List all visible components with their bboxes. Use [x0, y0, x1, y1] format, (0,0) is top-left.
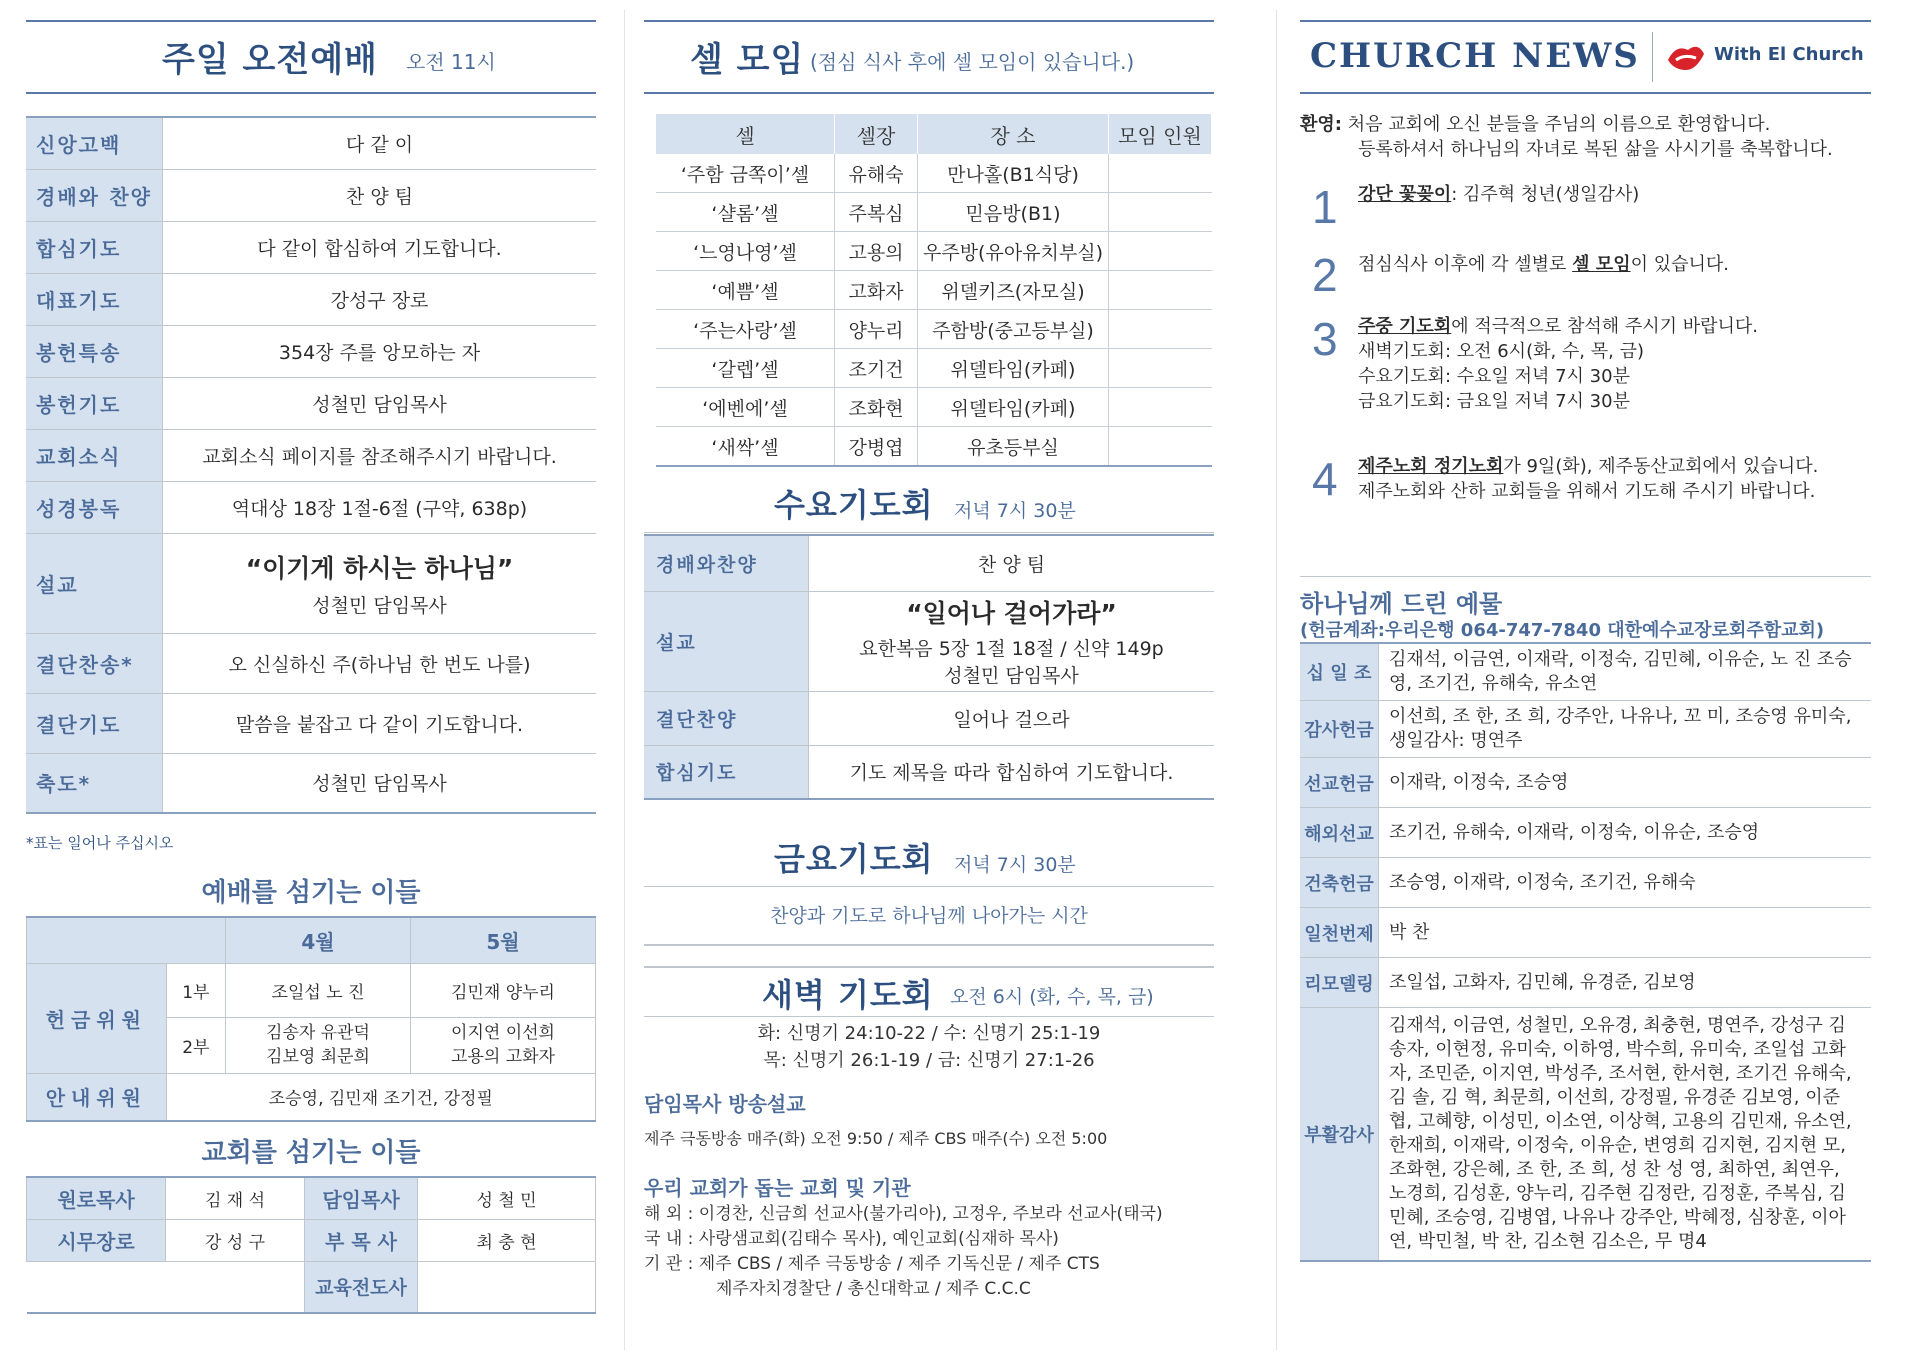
news-title: CHURCH NEWS — [1310, 36, 1640, 76]
order-value: 역대상 18장 1절-6절 (구약, 638p) — [163, 481, 597, 533]
order-row — [26, 169, 596, 221]
p2-april-line: 김송자 유관덕 — [266, 1023, 370, 1043]
servers-title: 예배를 섬기는 이들 — [201, 878, 421, 908]
wed-sermon-preacher: 성철민 담임목사 — [944, 665, 1079, 687]
order-value: 오 신실하신 주(하나님 한 번도 나를) — [163, 633, 597, 693]
cell-leader: 조기건 — [835, 349, 918, 388]
wed-label: 결단찬양 — [644, 691, 809, 745]
table-row — [656, 349, 1212, 388]
wednesday-table — [644, 534, 1214, 800]
sermon-row — [26, 533, 596, 633]
wednesday-title: 수요기도회 — [774, 486, 934, 524]
cell-col-header: 셀장 — [835, 114, 918, 154]
wed-label: 경배와찬양 — [644, 535, 809, 591]
news-highlight: 제주노회 정기노회 — [1358, 456, 1504, 477]
news-number: 1 — [1312, 181, 1338, 233]
staff-label: 시무장로 — [27, 1219, 166, 1261]
order-row — [26, 117, 596, 169]
offering-label: 리모델링 — [1300, 958, 1379, 1008]
welcome-label: 환영: — [1300, 114, 1342, 135]
staff-title: 교회를 섬기는 이들 — [201, 1138, 421, 1168]
support-line: 기 관 : 제주 CBS / 제주 극동방송 / 제주 기독신문 / 제주 CTS — [644, 1254, 1100, 1274]
support-line: 제주자치경찰단 / 총신대학교 / 제주 C.C.C — [716, 1279, 1031, 1299]
offering-value: 이재락, 이정숙, 조승영 — [1379, 758, 1872, 808]
order-label: 신앙고백 — [26, 117, 163, 169]
offering-value: 이선희, 조 한, 조 희, 강주안, 나유나, 꼬 미, 조승영 유미숙, 생일감사: 명연주 — [1379, 701, 1872, 758]
order-row — [26, 753, 596, 813]
news-line: 수요기도회: 수요일 저녁 7시 30분 — [1358, 366, 1630, 387]
cell-place: 유초등부실 — [918, 427, 1109, 467]
friday-time: 저녁 7시 30분 — [954, 854, 1076, 876]
order-row — [26, 481, 596, 533]
dawn-header — [644, 966, 1214, 1017]
sunday-column — [26, 0, 596, 1357]
news-text: 에 적극적으로 참석해 주시기 바랍니다. — [1451, 316, 1759, 337]
cell-header — [644, 20, 1214, 94]
cell-leader: 유해숙 — [835, 154, 918, 193]
order-label: 봉헌기도 — [26, 377, 163, 429]
support-line: 해 외 : 이경찬, 신금희 선교사(불가리아), 고정우, 주보라 선교사(태국) — [644, 1204, 1163, 1224]
news-highlight: 셀 모임 — [1572, 254, 1631, 275]
offering-label: 해외선교 — [1300, 808, 1379, 858]
order-value: 다 같이 합심하여 기도합니다. — [163, 221, 597, 273]
usher-value: 조승영, 김민재 조기건, 강정필 — [166, 1073, 595, 1121]
column-divider — [624, 10, 625, 1350]
cell-leader: 강병엽 — [835, 427, 918, 467]
staff-empty — [166, 1261, 305, 1313]
column-divider — [1276, 10, 1277, 1350]
table-row — [656, 193, 1212, 232]
news-text: 점심식사 이후에 각 셀별로 — [1358, 254, 1573, 275]
dawn-title: 새벽 기도회 — [762, 976, 934, 1014]
church-logo-icon — [1666, 40, 1706, 74]
dawn-line: 목: 신명기 26:1-19 / 금: 신명기 27:1-26 — [763, 1050, 1095, 1071]
news-text: : 김주혁 청년(생일감사) — [1451, 184, 1640, 205]
cell-count — [1109, 349, 1212, 388]
offering-value: 조승영, 이재락, 이정숙, 조기건, 유해숙 — [1379, 858, 1872, 908]
sermon-preacher: 성철민 담임목사 — [312, 594, 447, 617]
table-row — [656, 232, 1212, 271]
order-label: 축도* — [26, 753, 163, 813]
month-4: 4월 — [226, 917, 411, 963]
servers-corner — [27, 917, 226, 963]
cell-col-header: 모임 인원 — [1109, 114, 1212, 154]
offering-label: 일천번제 — [1300, 908, 1379, 958]
staff-label: 부 목 사 — [305, 1219, 418, 1261]
month-5: 5월 — [411, 917, 596, 963]
order-row — [26, 377, 596, 429]
wed-value: 찬 양 팀 — [809, 535, 1215, 591]
news-number: 2 — [1312, 249, 1338, 301]
cell-place: 만나홀(B1식당) — [918, 154, 1109, 193]
cell-count — [1109, 193, 1212, 232]
p1-april: 조일섭 노 진 — [226, 963, 411, 1017]
support-title: 우리 교회가 돕는 교회 및 기관 — [644, 1176, 911, 1200]
offerings-title: 하나님께 드린 예물 — [1300, 590, 1503, 618]
support-line: 국 내 : 사랑샘교회(김태수 목사), 예인교회(심재하 목사) — [644, 1229, 1059, 1249]
staff-name: 성 철 민 — [418, 1177, 596, 1219]
staff-label: 교육전도사 — [305, 1261, 418, 1313]
staff-name: 김 재 석 — [166, 1177, 305, 1219]
standing-note: *표는 일어나 주십시오 — [26, 834, 174, 852]
order-value: 성철민 담임목사 — [163, 753, 597, 813]
friday-title: 금요기도회 — [774, 840, 934, 878]
wed-sermon-cell — [809, 591, 1215, 691]
friday-desc: 찬양과 기도로 하나님께 나아가는 시간 — [644, 888, 1214, 946]
offerings-table — [1300, 642, 1871, 1262]
offering-value: 박 찬 — [1379, 908, 1872, 958]
order-label: 결단찬송* — [26, 633, 163, 693]
cell-name: ‘느영나영’셀 — [656, 232, 835, 271]
sunday-time: 오전 11시 — [406, 50, 496, 74]
news-number: 3 — [1312, 313, 1338, 365]
cell-leader: 양누리 — [835, 310, 918, 349]
order-label: 봉헌특송 — [26, 325, 163, 377]
cell-title: 셀 모임 — [690, 40, 805, 80]
table-row — [656, 271, 1212, 310]
wed-sermon-label: 설교 — [644, 591, 809, 691]
news-column — [1300, 0, 1871, 1357]
news-item-1 — [1358, 182, 1639, 207]
cell-subtitle: (점심 식사 후에 셀 모임이 있습니다.) — [810, 50, 1135, 74]
staff-name — [418, 1261, 596, 1313]
cell-name: ‘새싹’셀 — [656, 427, 835, 467]
cell-place: 위델타임(카페) — [918, 388, 1109, 427]
wed-value: 일어나 걸으라 — [809, 691, 1215, 745]
order-label: 경배와 찬양 — [26, 169, 163, 221]
staff-label: 담임목사 — [305, 1177, 418, 1219]
cell-count — [1109, 271, 1212, 310]
cell-name: ‘예쁨’셀 — [656, 271, 835, 310]
news-line: 금요기도회: 금요일 저녁 7시 30분 — [1358, 391, 1630, 412]
cell-count — [1109, 154, 1212, 193]
welcome-block — [1300, 112, 1833, 162]
offering-value: 조일섭, 고화자, 김민혜, 유경준, 김보영 — [1379, 958, 1872, 1008]
dawn-line: 화: 신명기 24:10-22 / 수: 신명기 25:1-19 — [757, 1023, 1101, 1044]
cell-column — [644, 0, 1214, 1357]
order-label: 대표기도 — [26, 273, 163, 325]
part-2: 2부 — [166, 1017, 225, 1073]
dawn-schedule — [644, 1020, 1214, 1074]
support-list — [644, 1202, 1163, 1302]
cell-table — [656, 114, 1212, 467]
order-label: 합심기도 — [26, 221, 163, 273]
news-text: 가 9일(화), 제주동산교회에서 있습니다. — [1503, 456, 1819, 477]
cell-name: ‘샬롬’셀 — [656, 193, 835, 232]
sermon-cell — [163, 533, 597, 633]
p2-april-line: 김보영 최문희 — [266, 1047, 370, 1067]
order-value: 말씀을 붙잡고 다 같이 기도합니다. — [163, 693, 597, 753]
order-value: 다 같 이 — [163, 117, 597, 169]
order-row — [26, 221, 596, 273]
p2-april — [226, 1017, 411, 1073]
news-line: 제주노회와 산하 교회들을 위해서 기도해 주시기 바랍니다. — [1358, 481, 1816, 502]
cell-leader: 주복심 — [835, 193, 918, 232]
broadcast-text: 제주 극동방송 매주(화) 오전 9:50 / 제주 CBS 매주(수) 오전 5:00 — [644, 1129, 1108, 1148]
welcome-line: 처음 교회에 오신 분들을 주님의 이름으로 환영합니다. — [1347, 114, 1771, 135]
order-row — [26, 325, 596, 377]
table-row — [656, 388, 1212, 427]
order-value: 찬 양 팀 — [163, 169, 597, 221]
staff-label: 원로목사 — [27, 1177, 166, 1219]
cell-place: 위델타임(카페) — [918, 349, 1109, 388]
offerings-account: (헌금계좌:우리은행 064-747-7840 대한예수교장로회주함교회) — [1300, 620, 1825, 641]
p2-may-line: 이지연 이선희 — [451, 1023, 555, 1043]
cell-place: 주함방(중고등부실) — [918, 310, 1109, 349]
wed-value: 기도 제목을 따라 합심하여 기도합니다. — [809, 745, 1215, 799]
table-row — [656, 310, 1212, 349]
wed-sermon-title: “일어나 걸어가라” — [906, 599, 1117, 628]
cell-place: 우주방(유아유치부실) — [918, 232, 1109, 271]
wednesday-header — [644, 474, 1214, 533]
offering-value: 김재석, 이금연, 성철민, 오유경, 최충현, 명연주, 강성구 김송자, 이현정, 유미숙, 이하영, 박수희, 유미숙, 조일섭 고화자, 조민준, 이지연, 박성주, 조서현, 한서현, 조기건 유해숙, 김 솔, 김 혁, 최문희, 이선희, 강정필, 유경준 김보영, 이준협, 고혜향, 이성민, 이소연, 이상혁, 고용의 김민재, 유소연, 한재희, 이재락, 이정숙, 이유순, 변영희 김지현, 김지현 모, 조화현, 강은혜, 조 한, 조 희, 성 찬 성 영, 최하연, 최연우, 노경희, 김성훈, 양누리, 김주현 김정란, 김정훈, 주복심, 김민혜, 조승영, 김병엽, 나유나 강주안, 박혜정, 심창훈, 이아연, 박민철, 박 찬, 김소현 김소은, 무 명4 — [1379, 1008, 1872, 1262]
news-item-2 — [1358, 252, 1729, 277]
cell-leader: 고화자 — [835, 271, 918, 310]
staff-name: 강 성 구 — [166, 1219, 305, 1261]
order-row — [26, 633, 596, 693]
cell-col-header: 셀 — [656, 114, 835, 154]
order-row — [26, 693, 596, 753]
order-label: 성경봉독 — [26, 481, 163, 533]
offering-value: 김재석, 이금연, 이재락, 이정숙, 김민혜, 이유순, 노 진 조승영, 조기건, 유해숙, 유소연 — [1379, 643, 1872, 701]
sunday-title: 주일 오전예배 — [162, 40, 378, 80]
news-item-3 — [1358, 314, 1758, 414]
news-header — [1300, 20, 1871, 94]
offering-label: 건축헌금 — [1300, 858, 1379, 908]
table-row — [656, 427, 1212, 467]
broadcast-title: 담임목사 방송설교 — [644, 1092, 806, 1116]
offering-label: 십 일 조 — [1300, 643, 1379, 701]
church-logo-text: With El Church — [1714, 44, 1864, 65]
cell-count — [1109, 388, 1212, 427]
staff-name: 최 충 현 — [418, 1219, 596, 1261]
order-label: 교회소식 — [26, 429, 163, 481]
order-value: 교회소식 페이지를 참조해주시기 바랍니다. — [163, 429, 597, 481]
wednesday-time: 저녁 7시 30분 — [954, 500, 1076, 522]
part-1: 1부 — [166, 963, 225, 1017]
cell-name: ‘갈렙’셀 — [656, 349, 835, 388]
news-highlight: 주중 기도회 — [1358, 316, 1452, 337]
cell-name: ‘에벤에’셀 — [656, 388, 835, 427]
order-label: 결단기도 — [26, 693, 163, 753]
friday-header — [644, 828, 1214, 887]
cell-count — [1109, 427, 1212, 467]
wed-sermon-text: 요한복음 5장 1절 18절 / 신약 149p — [859, 638, 1164, 660]
news-number: 4 — [1312, 453, 1338, 505]
offering-label: 선교헌금 — [1300, 758, 1379, 808]
p2-may — [411, 1017, 596, 1073]
header-divider — [1652, 32, 1653, 82]
usher-label: 안내위원 — [27, 1073, 167, 1121]
offering-label: 감사헌금 — [1300, 701, 1379, 758]
cell-place: 위델키즈(자모실) — [918, 271, 1109, 310]
table-row — [656, 154, 1212, 193]
sermon-label: 설교 — [26, 533, 163, 633]
cell-name: ‘주는사랑’셀 — [656, 310, 835, 349]
cell-leader: 고용의 — [835, 232, 918, 271]
order-row — [26, 273, 596, 325]
cell-leader: 조화현 — [835, 388, 918, 427]
cell-col-header: 장 소 — [918, 114, 1109, 154]
order-value: 강성구 장로 — [163, 273, 597, 325]
cell-count — [1109, 232, 1212, 271]
order-value: 성철민 담임목사 — [163, 377, 597, 429]
offerings-rule — [1300, 576, 1871, 577]
news-line: 새벽기도회: 오전 6시(화, 수, 목, 금) — [1358, 341, 1644, 362]
order-value: 354장 주를 앙모하는 자 — [163, 325, 597, 377]
welcome-line: 등록하셔서 하나님의 자녀로 복된 삶을 사시기를 축복합니다. — [1358, 139, 1833, 160]
offering-committee-label: 헌금위원 — [27, 963, 167, 1073]
offering-value: 조기건, 유해숙, 이재락, 이정숙, 이유순, 조승영 — [1379, 808, 1872, 858]
staff-table — [26, 1176, 596, 1314]
sermon-title: “이기게 하시는 하나님” — [245, 553, 514, 583]
servers-table — [26, 916, 596, 1122]
p1-may: 김민재 양누리 — [411, 963, 596, 1017]
order-row — [26, 429, 596, 481]
sunday-header — [26, 20, 596, 94]
news-text: 이 있습니다. — [1630, 254, 1729, 275]
offering-label: 부활감사 — [1300, 1008, 1379, 1262]
news-item-4 — [1358, 454, 1818, 504]
sunday-order-table — [26, 116, 596, 814]
dawn-time: 오전 6시 (화, 수, 목, 금) — [950, 986, 1154, 1008]
wed-label: 합심기도 — [644, 745, 809, 799]
staff-empty — [27, 1261, 166, 1313]
cell-name: ‘주함 금쪽이’셀 — [656, 154, 835, 193]
news-highlight: 강단 꽃꽂이 — [1358, 184, 1452, 205]
cell-count — [1109, 310, 1212, 349]
p2-may-line: 고용의 고화자 — [451, 1047, 555, 1067]
cell-place: 믿음방(B1) — [918, 193, 1109, 232]
